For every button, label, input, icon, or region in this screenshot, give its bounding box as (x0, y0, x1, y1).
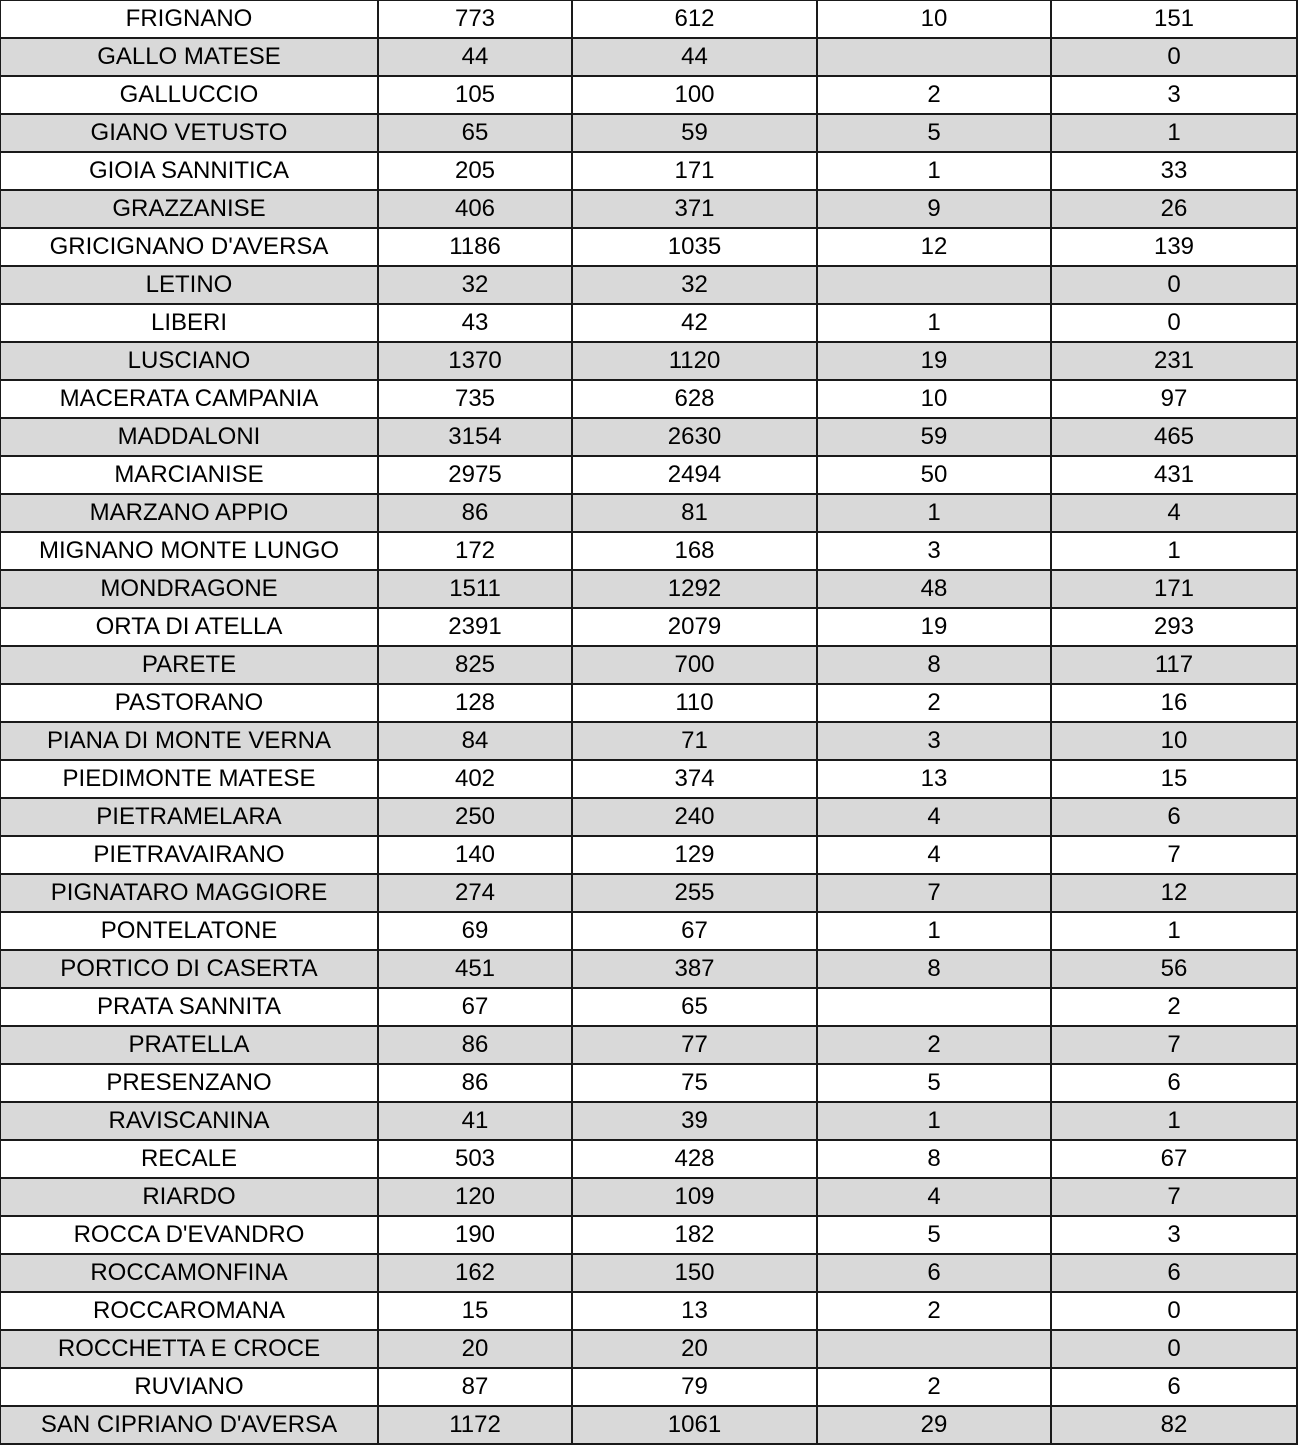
value-cell-2: 44 (572, 38, 817, 76)
value-cell-2: 1061 (572, 1406, 817, 1444)
value-cell-4: 465 (1051, 418, 1297, 456)
value-cell-4: 117 (1051, 646, 1297, 684)
value-cell-1: 1511 (378, 570, 572, 608)
municipality-name-cell: RUVIANO (0, 1368, 378, 1406)
value-cell-2: 182 (572, 1216, 817, 1254)
table-row (0, 722, 1297, 760)
table-row (0, 418, 1297, 456)
value-cell-3: 1 (817, 1102, 1051, 1140)
value-cell-1: 250 (378, 798, 572, 836)
municipality-name-cell: PIEDIMONTE MATESE (0, 760, 378, 798)
municipality-name-cell: PARETE (0, 646, 378, 684)
value-cell-1: 773 (378, 0, 572, 38)
value-cell-3: 5 (817, 114, 1051, 152)
value-cell-4: 1 (1051, 114, 1297, 152)
value-cell-1: 2391 (378, 608, 572, 646)
table-row (0, 342, 1297, 380)
table-row (0, 874, 1297, 912)
value-cell-2: 67 (572, 912, 817, 950)
value-cell-4: 10 (1051, 722, 1297, 760)
value-cell-1: 84 (378, 722, 572, 760)
value-cell-3: 5 (817, 1064, 1051, 1102)
value-cell-3: 13 (817, 760, 1051, 798)
value-cell-4: 56 (1051, 950, 1297, 988)
table-row (0, 380, 1297, 418)
municipality-name-cell: LETINO (0, 266, 378, 304)
value-cell-3: 1 (817, 912, 1051, 950)
value-cell-4: 431 (1051, 456, 1297, 494)
value-cell-4: 67 (1051, 1140, 1297, 1178)
table-row (0, 1368, 1297, 1406)
value-cell-1: 1186 (378, 228, 572, 266)
value-cell-1: 20 (378, 1330, 572, 1368)
value-cell-1: 15 (378, 1292, 572, 1330)
value-cell-1: 128 (378, 684, 572, 722)
municipality-name-cell: PIGNATARO MAGGIORE (0, 874, 378, 912)
table-row (0, 836, 1297, 874)
value-cell-3: 8 (817, 950, 1051, 988)
value-cell-2: 79 (572, 1368, 817, 1406)
value-cell-2: 77 (572, 1026, 817, 1064)
value-cell-4: 26 (1051, 190, 1297, 228)
value-cell-1: 67 (378, 988, 572, 1026)
value-cell-4: 0 (1051, 304, 1297, 342)
municipality-name-cell: PIETRAVAIRANO (0, 836, 378, 874)
value-cell-3: 3 (817, 722, 1051, 760)
value-cell-1: 162 (378, 1254, 572, 1292)
value-cell-1: 451 (378, 950, 572, 988)
value-cell-2: 168 (572, 532, 817, 570)
value-cell-3: 48 (817, 570, 1051, 608)
value-cell-2: 110 (572, 684, 817, 722)
value-cell-2: 1120 (572, 342, 817, 380)
value-cell-2: 20 (572, 1330, 817, 1368)
value-cell-1: 41 (378, 1102, 572, 1140)
table-row (0, 1102, 1297, 1140)
value-cell-2: 371 (572, 190, 817, 228)
value-cell-2: 387 (572, 950, 817, 988)
value-cell-1: 32 (378, 266, 572, 304)
municipality-name-cell: PONTELATONE (0, 912, 378, 950)
value-cell-4: 2 (1051, 988, 1297, 1026)
table-row (0, 0, 1297, 38)
value-cell-3: 2 (817, 1292, 1051, 1330)
table-row (0, 950, 1297, 988)
municipality-name-cell: PASTORANO (0, 684, 378, 722)
municipality-name-cell: GIOIA SANNITICA (0, 152, 378, 190)
value-cell-3: 59 (817, 418, 1051, 456)
value-cell-1: 172 (378, 532, 572, 570)
value-cell-4: 6 (1051, 1368, 1297, 1406)
table-row (0, 1140, 1297, 1178)
value-cell-1: 2975 (378, 456, 572, 494)
municipality-name-cell: ROCCA D'EVANDRO (0, 1216, 378, 1254)
value-cell-2: 240 (572, 798, 817, 836)
municipality-name-cell: RECALE (0, 1140, 378, 1178)
value-cell-1: 190 (378, 1216, 572, 1254)
value-cell-3: 7 (817, 874, 1051, 912)
value-cell-4: 231 (1051, 342, 1297, 380)
municipality-name-cell: PRESENZANO (0, 1064, 378, 1102)
value-cell-4: 0 (1051, 1330, 1297, 1368)
value-cell-3: 2 (817, 1026, 1051, 1064)
value-cell-1: 503 (378, 1140, 572, 1178)
value-cell-3: 9 (817, 190, 1051, 228)
value-cell-1: 205 (378, 152, 572, 190)
municipality-name-cell: RIARDO (0, 1178, 378, 1216)
value-cell-1: 402 (378, 760, 572, 798)
value-cell-2: 129 (572, 836, 817, 874)
value-cell-3: 29 (817, 1406, 1051, 1444)
value-cell-1: 274 (378, 874, 572, 912)
value-cell-1: 1370 (378, 342, 572, 380)
table-row (0, 912, 1297, 950)
value-cell-1: 1172 (378, 1406, 572, 1444)
table-row (0, 114, 1297, 152)
value-cell-1: 105 (378, 76, 572, 114)
municipality-name-cell: PIETRAMELARA (0, 798, 378, 836)
value-cell-1: 65 (378, 114, 572, 152)
value-cell-3: 1 (817, 152, 1051, 190)
value-cell-4: 3 (1051, 1216, 1297, 1254)
value-cell-4: 15 (1051, 760, 1297, 798)
value-cell-3: 10 (817, 380, 1051, 418)
value-cell-2: 109 (572, 1178, 817, 1216)
table-row (0, 1064, 1297, 1102)
value-cell-2: 100 (572, 76, 817, 114)
value-cell-2: 628 (572, 380, 817, 418)
table-row (0, 988, 1297, 1026)
municipality-name-cell: ROCCHETTA E CROCE (0, 1330, 378, 1368)
municipality-name-cell: RAVISCANINA (0, 1102, 378, 1140)
value-cell-2: 374 (572, 760, 817, 798)
value-cell-1: 44 (378, 38, 572, 76)
value-cell-3: 50 (817, 456, 1051, 494)
value-cell-1: 406 (378, 190, 572, 228)
value-cell-3: 2 (817, 76, 1051, 114)
value-cell-3 (817, 38, 1051, 76)
municipality-name-cell: LUSCIANO (0, 342, 378, 380)
municipality-name-cell: MARCIANISE (0, 456, 378, 494)
value-cell-4: 1 (1051, 912, 1297, 950)
value-cell-4: 6 (1051, 1064, 1297, 1102)
value-cell-2: 39 (572, 1102, 817, 1140)
value-cell-2: 32 (572, 266, 817, 304)
municipality-name-cell: PRATELLA (0, 1026, 378, 1064)
value-cell-3: 2 (817, 1368, 1051, 1406)
value-cell-3: 19 (817, 342, 1051, 380)
municipality-name-cell: GALLO MATESE (0, 38, 378, 76)
table-row (0, 532, 1297, 570)
municipality-name-cell: ROCCAROMANA (0, 1292, 378, 1330)
value-cell-3: 3 (817, 532, 1051, 570)
value-cell-1: 86 (378, 1064, 572, 1102)
municipality-name-cell: PIANA DI MONTE VERNA (0, 722, 378, 760)
value-cell-4: 12 (1051, 874, 1297, 912)
value-cell-3: 4 (817, 1178, 1051, 1216)
value-cell-2: 2079 (572, 608, 817, 646)
value-cell-4: 4 (1051, 494, 1297, 532)
value-cell-4: 1 (1051, 1102, 1297, 1140)
value-cell-1: 69 (378, 912, 572, 950)
value-cell-2: 1035 (572, 228, 817, 266)
value-cell-1: 87 (378, 1368, 572, 1406)
value-cell-2: 428 (572, 1140, 817, 1178)
value-cell-2: 150 (572, 1254, 817, 1292)
value-cell-4: 82 (1051, 1406, 1297, 1444)
value-cell-2: 700 (572, 646, 817, 684)
value-cell-2: 59 (572, 114, 817, 152)
value-cell-3: 4 (817, 798, 1051, 836)
municipality-name-cell: GRAZZANISE (0, 190, 378, 228)
value-cell-4: 3 (1051, 76, 1297, 114)
value-cell-2: 81 (572, 494, 817, 532)
municipality-name-cell: GALLUCCIO (0, 76, 378, 114)
table-row (0, 152, 1297, 190)
table-row (0, 684, 1297, 722)
table-row (0, 38, 1297, 76)
value-cell-3 (817, 1330, 1051, 1368)
value-cell-3: 19 (817, 608, 1051, 646)
municipality-name-cell: MONDRAGONE (0, 570, 378, 608)
value-cell-4: 293 (1051, 608, 1297, 646)
value-cell-4: 1 (1051, 532, 1297, 570)
table-row (0, 608, 1297, 646)
value-cell-2: 42 (572, 304, 817, 342)
table-row (0, 760, 1297, 798)
table-row (0, 1178, 1297, 1216)
municipality-name-cell: PRATA SANNITA (0, 988, 378, 1026)
municipality-name-cell: ROCCAMONFINA (0, 1254, 378, 1292)
value-cell-3 (817, 988, 1051, 1026)
table-row (0, 1292, 1297, 1330)
value-cell-3: 6 (817, 1254, 1051, 1292)
municipality-name-cell: MARZANO APPIO (0, 494, 378, 532)
table-row (0, 76, 1297, 114)
value-cell-4: 0 (1051, 1292, 1297, 1330)
value-cell-2: 255 (572, 874, 817, 912)
value-cell-4: 97 (1051, 380, 1297, 418)
value-cell-1: 3154 (378, 418, 572, 456)
value-cell-3: 12 (817, 228, 1051, 266)
value-cell-1: 86 (378, 494, 572, 532)
municipality-name-cell: PORTICO DI CASERTA (0, 950, 378, 988)
value-cell-3: 5 (817, 1216, 1051, 1254)
municipality-name-cell: LIBERI (0, 304, 378, 342)
table-row (0, 798, 1297, 836)
value-cell-4: 0 (1051, 38, 1297, 76)
value-cell-1: 43 (378, 304, 572, 342)
table-row (0, 1216, 1297, 1254)
value-cell-2: 75 (572, 1064, 817, 1102)
value-cell-4: 7 (1051, 1026, 1297, 1064)
table-row (0, 266, 1297, 304)
table-row (0, 1406, 1297, 1444)
value-cell-4: 0 (1051, 266, 1297, 304)
table-row (0, 1330, 1297, 1368)
value-cell-2: 71 (572, 722, 817, 760)
value-cell-3: 2 (817, 684, 1051, 722)
value-cell-1: 140 (378, 836, 572, 874)
municipality-name-cell: MADDALONI (0, 418, 378, 456)
value-cell-3: 1 (817, 304, 1051, 342)
table-row (0, 1254, 1297, 1292)
value-cell-1: 120 (378, 1178, 572, 1216)
value-cell-4: 7 (1051, 836, 1297, 874)
table-row (0, 228, 1297, 266)
municipality-name-cell: GIANO VETUSTO (0, 114, 378, 152)
municipality-name-cell: MACERATA CAMPANIA (0, 380, 378, 418)
table-row (0, 190, 1297, 228)
value-cell-3: 10 (817, 0, 1051, 38)
table-row (0, 1026, 1297, 1064)
value-cell-2: 13 (572, 1292, 817, 1330)
value-cell-2: 2494 (572, 456, 817, 494)
table-row (0, 646, 1297, 684)
table-row (0, 494, 1297, 532)
value-cell-1: 86 (378, 1026, 572, 1064)
value-cell-4: 6 (1051, 1254, 1297, 1292)
value-cell-4: 151 (1051, 0, 1297, 38)
value-cell-4: 139 (1051, 228, 1297, 266)
value-cell-3: 4 (817, 836, 1051, 874)
value-cell-4: 16 (1051, 684, 1297, 722)
value-cell-4: 6 (1051, 798, 1297, 836)
value-cell-4: 171 (1051, 570, 1297, 608)
table-row (0, 304, 1297, 342)
value-cell-1: 735 (378, 380, 572, 418)
table-row (0, 456, 1297, 494)
value-cell-4: 7 (1051, 1178, 1297, 1216)
table-row (0, 570, 1297, 608)
value-cell-4: 33 (1051, 152, 1297, 190)
municipality-name-cell: FRIGNANO (0, 0, 378, 38)
value-cell-1: 825 (378, 646, 572, 684)
municipality-name-cell: SAN CIPRIANO D'AVERSA (0, 1406, 378, 1444)
municipality-name-cell: MIGNANO MONTE LUNGO (0, 532, 378, 570)
value-cell-2: 171 (572, 152, 817, 190)
value-cell-2: 2630 (572, 418, 817, 456)
value-cell-3: 1 (817, 494, 1051, 532)
value-cell-2: 612 (572, 0, 817, 38)
value-cell-3: 8 (817, 1140, 1051, 1178)
municipality-name-cell: GRICIGNANO D'AVERSA (0, 228, 378, 266)
value-cell-3: 8 (817, 646, 1051, 684)
value-cell-2: 1292 (572, 570, 817, 608)
municipality-name-cell: ORTA DI ATELLA (0, 608, 378, 646)
value-cell-3 (817, 266, 1051, 304)
value-cell-2: 65 (572, 988, 817, 1026)
